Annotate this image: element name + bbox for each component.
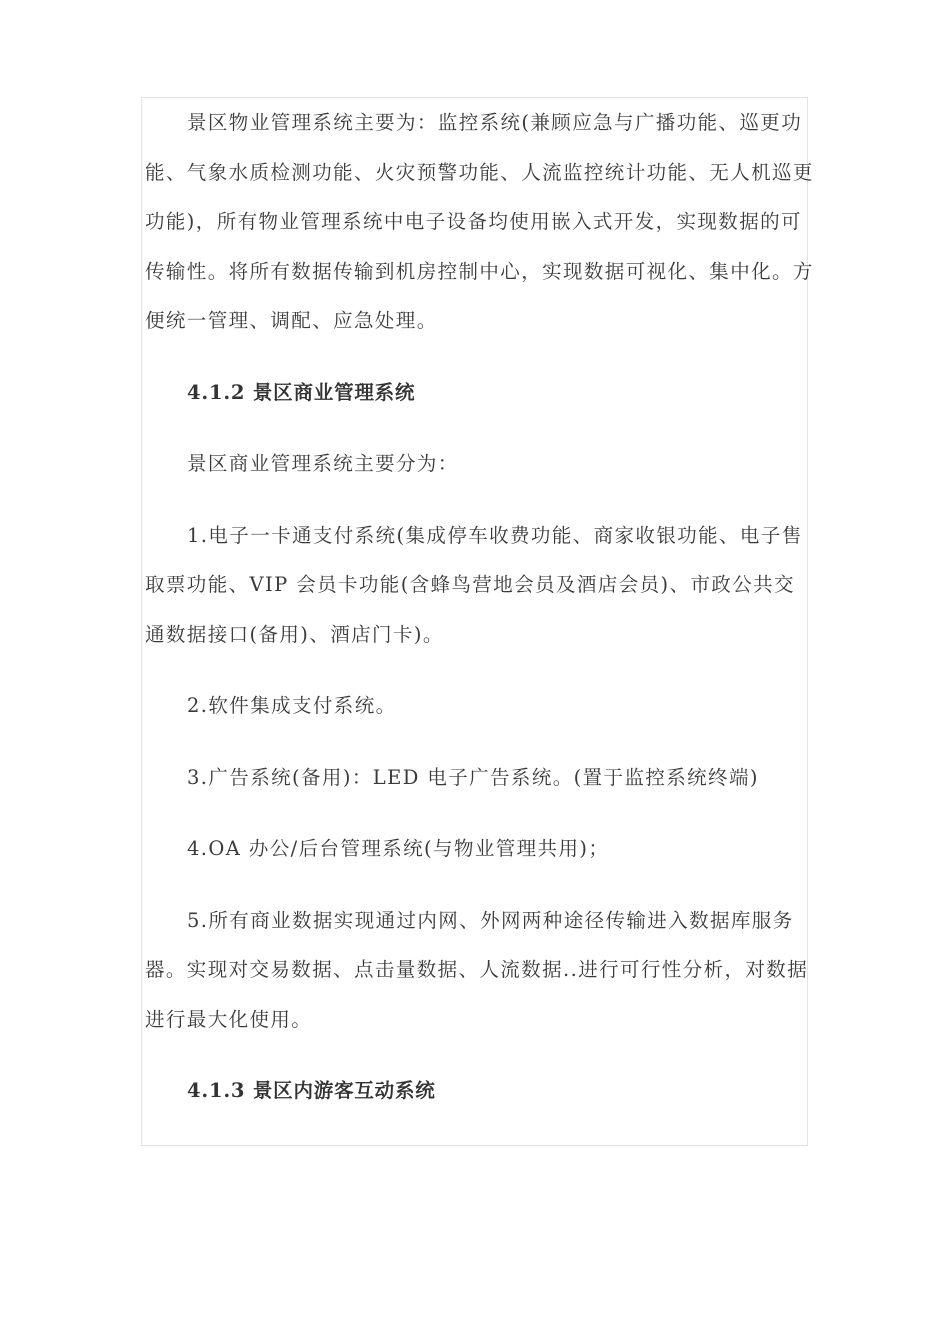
list-item-1: 1.电子一卡通支付系统(集成停车收费功能、商家收银功能、电子售取票功能、VIP 会员卡功能(含蜂鸟营地会员及酒店会员)、市政公共交通数据接口(备用)、酒店门卡)。 [145, 523, 803, 646]
section-heading-4-1-2: 4.1.2 景区商业管理系统 [187, 380, 416, 404]
list-item-5: 5.所有商业数据实现通过内网、外网两种途径传输进入数据库服务器。实现对交易数据、点击量数据、人流数据..进行可行性分析，对数据进行最大化使用。 [145, 908, 809, 1031]
list-item-4: 4.OA 办公/后台管理系统(与物业管理共用)； [187, 837, 610, 860]
paragraph-commercial-intro: 景区商业管理系统主要分为： [187, 452, 459, 475]
paragraph-property-management: 景区物业管理系统主要为：监控系统(兼顾应急与广播功能、巡更功能、气象水质检测功能、火灾预警功能、人流监控统计功能、无人机巡更功能)，所有物业管理系统中电子设备均使用嵌入式开发，实现数据的可传输性。将所有数据传输到机房控制中心，实现数据可视化、集中化。方便统一管理、调配、应急处理。 [145, 111, 814, 332]
list-item-2: 2.软件集成支付系统。 [187, 694, 397, 717]
list-item-3: 3.广告系统(备用)：LED 电子广告系统。(置于监控系统终端) [187, 765, 759, 789]
document-body [145, 98, 815, 1138]
section-heading-4-1-3: 4.1.3 景区内游客互动系统 [187, 1079, 436, 1102]
